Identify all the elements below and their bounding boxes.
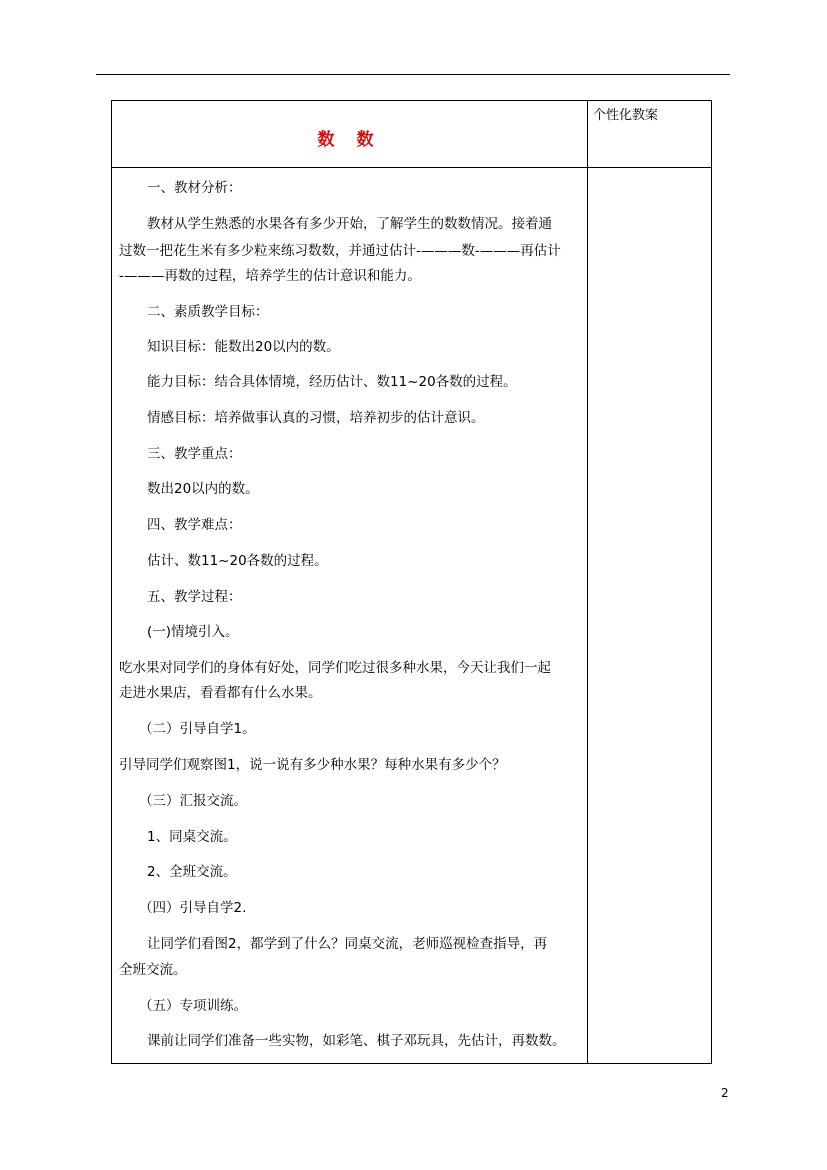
paragraph-line: 情感目标：培养做事认真的习惯，培养初步的估计意识。: [147, 410, 485, 426]
title-row-divider: [112, 167, 711, 168]
heading-key-points: 三、教学重点：: [147, 446, 242, 462]
heading-difficulties: 四、教学难点：: [147, 517, 242, 533]
paragraph-line: 知识目标：能数出20以内的数。: [147, 339, 340, 355]
paragraph-line: 让同学们看图2，都学到了什么？同桌交流，老师巡视检查指导，再: [147, 936, 548, 952]
paragraph-line: 估计、数11~20各数的过程。: [147, 553, 328, 569]
header-rule: [96, 74, 730, 75]
page-number: 2: [721, 1086, 729, 1100]
heading-teaching-process: 五、教学过程：: [147, 589, 242, 605]
list-item: 2、全班交流。: [147, 864, 237, 880]
paragraph-line: 全班交流。: [119, 962, 187, 978]
paragraph-line: 数出20以内的数。: [147, 481, 259, 497]
paragraph-line: -———再数的过程，培养学生的估计意识和能力。: [119, 268, 421, 284]
paragraph-line: 过数一把花生米有多少粒来练习数数，并通过估计-———数-———再估计: [119, 243, 561, 259]
lesson-table: [111, 100, 712, 1064]
lesson-title: 数 数: [317, 130, 382, 150]
heading-teaching-goals: 二、素质教学目标：: [147, 304, 269, 320]
subheading: （三）汇报交流。: [139, 793, 247, 809]
paragraph-line: 课前让同学们准备一些实物，如彩笔、棋子邓玩具，先估计，再数数。: [147, 1033, 566, 1049]
subheading: （五）专项训练。: [139, 998, 247, 1014]
paragraph-line: 教材从学生熟悉的水果各有多少开始，了解学生的数数情况。接着通: [147, 216, 552, 232]
paragraph-line: 能力目标：结合具体情境，经历估计、数11~20各数的过程。: [147, 374, 517, 390]
side-column-header: 个性化教案: [593, 108, 659, 123]
subheading: (一)情境引入。: [147, 624, 239, 640]
subheading: （四）引导自学2.: [139, 900, 247, 916]
paragraph-line: 引导同学们观察图1，说一说有多少种水果？每种水果有多少个？: [119, 757, 506, 773]
list-item: 1、同桌交流。: [147, 829, 237, 845]
paragraph-line: 走进水果店，看看都有什么水果。: [119, 685, 322, 701]
heading-textbook-analysis: 一、教材分析：: [147, 180, 242, 196]
column-divider: [587, 101, 588, 1063]
paragraph-line: 吃水果对同学们的身体有好处，同学们吃过很多种水果，今天让我们一起: [119, 660, 551, 676]
subheading: （二）引导自学1。: [139, 721, 256, 737]
